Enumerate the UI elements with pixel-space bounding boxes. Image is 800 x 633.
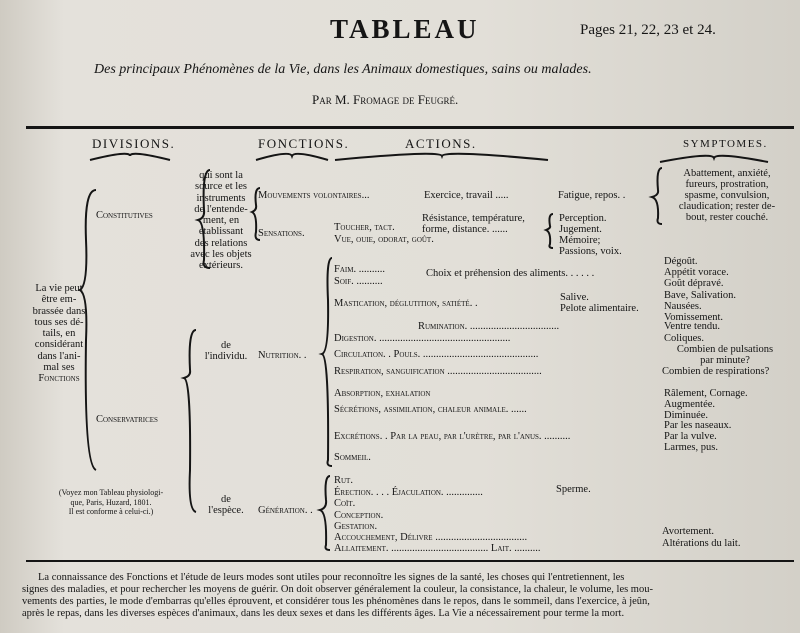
symptome-absorption: Râlement, Cornage. bbox=[664, 388, 748, 399]
sens-mid bbox=[422, 213, 525, 235]
desc-line: ment, en bbox=[202, 215, 240, 227]
symptome-line: bout, rester couché. bbox=[685, 212, 769, 223]
left-note-line: brassée dans bbox=[32, 305, 86, 317]
row-digestion: Digestion. .................................................. bbox=[334, 333, 511, 344]
sens-toucher: Toucher, tact. bbox=[334, 222, 395, 233]
symptome-line: Larmes, pus. bbox=[664, 442, 718, 453]
individu-line: de bbox=[221, 340, 231, 351]
desc-line: instruments bbox=[196, 192, 246, 204]
division-conservatrices: Conservatrices bbox=[96, 414, 158, 425]
symptomes-mouvements bbox=[668, 168, 786, 223]
symptomes-faim bbox=[664, 256, 729, 289]
division-espece bbox=[196, 494, 256, 517]
symptome-line: claudication; rester de- bbox=[678, 201, 776, 212]
division-constitutives: Constitutives bbox=[96, 210, 153, 221]
row-absorption: Absorption, exhalation bbox=[334, 388, 431, 399]
row-conception: Conception. bbox=[334, 510, 384, 521]
symptomes-excretions bbox=[664, 420, 731, 453]
espece-line: de bbox=[221, 494, 231, 505]
column-header-actions: ACTIONS. bbox=[405, 136, 477, 151]
bottom-left-note bbox=[26, 488, 196, 517]
symptome-avortement: Avortement. bbox=[662, 526, 714, 537]
division-individu bbox=[196, 340, 256, 363]
footer-paragraph bbox=[22, 572, 792, 620]
footer-line: signes des maladies, et pour rechercher les moyens de guérir. On doit observer généralement la couleur, la consistance, la chaleur, le volume, les mou- bbox=[22, 584, 653, 595]
footer-line: vements des parties, le mode d'embarras qu'elles éprouvent, et considérer tous les phénomènes dans le repos, dans le sommeil, dans l'exercice, à jeûn, bbox=[22, 596, 650, 607]
desc-line: de l'entende- bbox=[194, 203, 248, 215]
column-header-symptomes: SYMPTOMES. bbox=[683, 138, 768, 150]
symptome-line: Appétit vorace. bbox=[664, 267, 729, 278]
row-allaitement: Allaitement. ..................................... Lait. .......... bbox=[334, 543, 541, 554]
left-note-line: La vie peut bbox=[35, 283, 83, 294]
header-brace-symptomes bbox=[660, 156, 768, 162]
symptome-line: par minute? bbox=[700, 355, 750, 366]
faim-action: Choix et préhension des aliments. . . . . . bbox=[426, 268, 595, 279]
bottom-note-line: Il est conforme à celui-ci.) bbox=[68, 507, 154, 516]
desc-line: source et les bbox=[195, 181, 247, 193]
bottom-note-line: que, Paris, Huzard, 1801. bbox=[70, 497, 152, 507]
sens-right-line: Jugement. bbox=[559, 224, 602, 235]
symptome-line: Combien de pulsations bbox=[676, 344, 774, 355]
symptome-line: Bave, Salivation. bbox=[664, 290, 737, 301]
sens-right-line: Perception. bbox=[559, 213, 607, 224]
individu-line: l'individu. bbox=[204, 351, 248, 363]
left-note bbox=[26, 283, 92, 385]
column-header-divisions: DIVISIONS. bbox=[92, 136, 176, 151]
symptomes-circulation bbox=[664, 344, 786, 366]
fonction-sensations: Sensations. bbox=[258, 228, 305, 239]
fonction-nutrition: Nutrition. . bbox=[258, 350, 307, 361]
bottom-rule bbox=[26, 560, 794, 562]
row-coit: Coït. bbox=[334, 498, 356, 509]
constitutives-description bbox=[184, 170, 258, 272]
author-line: Par M. Fromage de Feugré. bbox=[312, 92, 459, 107]
left-note-line: tails, en bbox=[42, 328, 76, 340]
fonction-mouvements: Mouvements volontaires... bbox=[258, 190, 370, 201]
column-header-fonctions: FONCTIONS. bbox=[258, 136, 350, 151]
row-secretions: Sécrétions, assimilation, chaleur animale. ...... bbox=[334, 404, 527, 415]
symptome-line: Goût dépravé. bbox=[664, 278, 724, 289]
symptome-digestion: Coliques. bbox=[664, 333, 704, 344]
row-erection: Érection. . . . Éjaculation. .............. bbox=[334, 487, 483, 498]
footer-line: après le repas, dans les diverses espèces d'animaux, dans les deux sexes et dans les différents âges. La Vie a nécessairement pour terme la mort. bbox=[22, 608, 625, 619]
desc-line: établissant bbox=[198, 226, 244, 238]
row-soif: Soif. .......... bbox=[334, 276, 383, 287]
row-sperme: Sperme. bbox=[556, 484, 591, 495]
page-reference: Pages 21, 22, 23 et 24. bbox=[580, 22, 716, 38]
left-note-line: Fonctions bbox=[38, 373, 80, 385]
sens-right bbox=[559, 213, 622, 257]
row-sommeil: Sommeil. bbox=[334, 452, 371, 463]
page-title: TABLEAU bbox=[330, 14, 480, 44]
bottom-note-line: (Voyez mon Tableau physiologi- bbox=[58, 488, 164, 497]
footer-line: La connaissance des Fonctions et l'étude de leurs modes sont utiles pour reconnoître les signes de la santé, les choses qui l'entretiennent, les bbox=[38, 572, 625, 583]
mouvements-action: Exercice, travail ..... bbox=[424, 190, 509, 201]
generation-brace bbox=[320, 476, 330, 550]
desc-line: avec les objets bbox=[190, 249, 252, 261]
symptome-line: Diminuée. bbox=[664, 410, 709, 421]
mastication-result-line: Pelote alimentaire. bbox=[560, 303, 639, 314]
sens-right-line: Mémoire; bbox=[559, 235, 601, 246]
symptome-line: Dégoût. bbox=[664, 256, 698, 267]
mastication-result-line: Salive. bbox=[560, 292, 589, 303]
subtitle: Des principaux Phénomènes de la Vie, dans les Animaux domestiques, sains ou malades. bbox=[94, 62, 592, 77]
symptome-rumination: Ventre tendu. bbox=[664, 321, 720, 332]
symptome-alterations: Altérations du lait. bbox=[662, 538, 741, 549]
left-note-line: être em- bbox=[41, 294, 77, 306]
row-circulation: Circulation. . Pouls. ............................................ bbox=[334, 349, 539, 360]
header-brace-divisions bbox=[90, 154, 170, 160]
symptome-line: Augmentée. bbox=[664, 399, 716, 410]
row-excretions: Excrétions. . Par la peau, par l'urètre, par l'anus. .......... bbox=[334, 431, 571, 442]
row-mastication: Mastication, déglutition, satiété. . bbox=[334, 298, 478, 309]
symptom-brace-mouvements bbox=[652, 168, 662, 224]
symptomes-mastication bbox=[664, 290, 736, 323]
left-note-line: mal ses bbox=[43, 362, 75, 374]
symptome-line: fureurs, prostration, bbox=[685, 179, 769, 190]
row-rut: Rut. bbox=[334, 475, 353, 486]
conservatrices-brace bbox=[184, 330, 196, 512]
sens-mid-line: Résistance, température, bbox=[422, 213, 525, 224]
row-rumination: Rumination. .................................. bbox=[418, 321, 560, 332]
mouvements-result: Fatigue, repos. . bbox=[558, 190, 626, 201]
symptome-line: Vomissement. bbox=[664, 312, 724, 323]
left-note-line: dans l'ani- bbox=[37, 350, 81, 362]
desc-line: des relations bbox=[194, 237, 248, 249]
symptome-line: Nausées. bbox=[664, 301, 702, 312]
desc-line: qui sont la bbox=[199, 170, 243, 181]
fonction-generation: Génération. . bbox=[258, 505, 313, 516]
sens-vue: Vue, ouie, odorat, goût. bbox=[334, 234, 434, 245]
espece-line: l'espèce. bbox=[208, 505, 244, 517]
symptome-line: Abattement, anxiété, bbox=[683, 168, 771, 179]
symptome-line: Par la vulve. bbox=[664, 431, 717, 442]
row-faim: Faim. .......... bbox=[334, 264, 385, 275]
sens-right-brace bbox=[546, 214, 553, 248]
sens-right-line: Passions, voix. bbox=[559, 246, 622, 257]
row-respiration: Respiration, sanguification .................................... bbox=[334, 366, 542, 377]
mastication-result bbox=[560, 292, 639, 314]
symptomes-secretions bbox=[664, 399, 715, 421]
left-note-line: considérant bbox=[34, 339, 84, 351]
desc-line: extérieurs. bbox=[198, 260, 244, 272]
sens-mid-line: forme, distance. ...... bbox=[422, 224, 508, 235]
symptome-line: Par les naseaux. bbox=[664, 420, 732, 431]
header-brace-actions bbox=[335, 154, 548, 160]
left-note-line: tous ses dé- bbox=[34, 316, 84, 328]
header-brace-fonctions bbox=[256, 154, 328, 160]
row-gestation: Gestation. bbox=[334, 521, 378, 532]
row-accouchement: Accouchement, Délivre ................................... bbox=[334, 532, 528, 543]
nutrition-brace bbox=[322, 258, 332, 466]
symptome-respiration: Combien de respirations? bbox=[662, 366, 770, 377]
symptome-line: spasme, convulsion, bbox=[684, 190, 770, 201]
